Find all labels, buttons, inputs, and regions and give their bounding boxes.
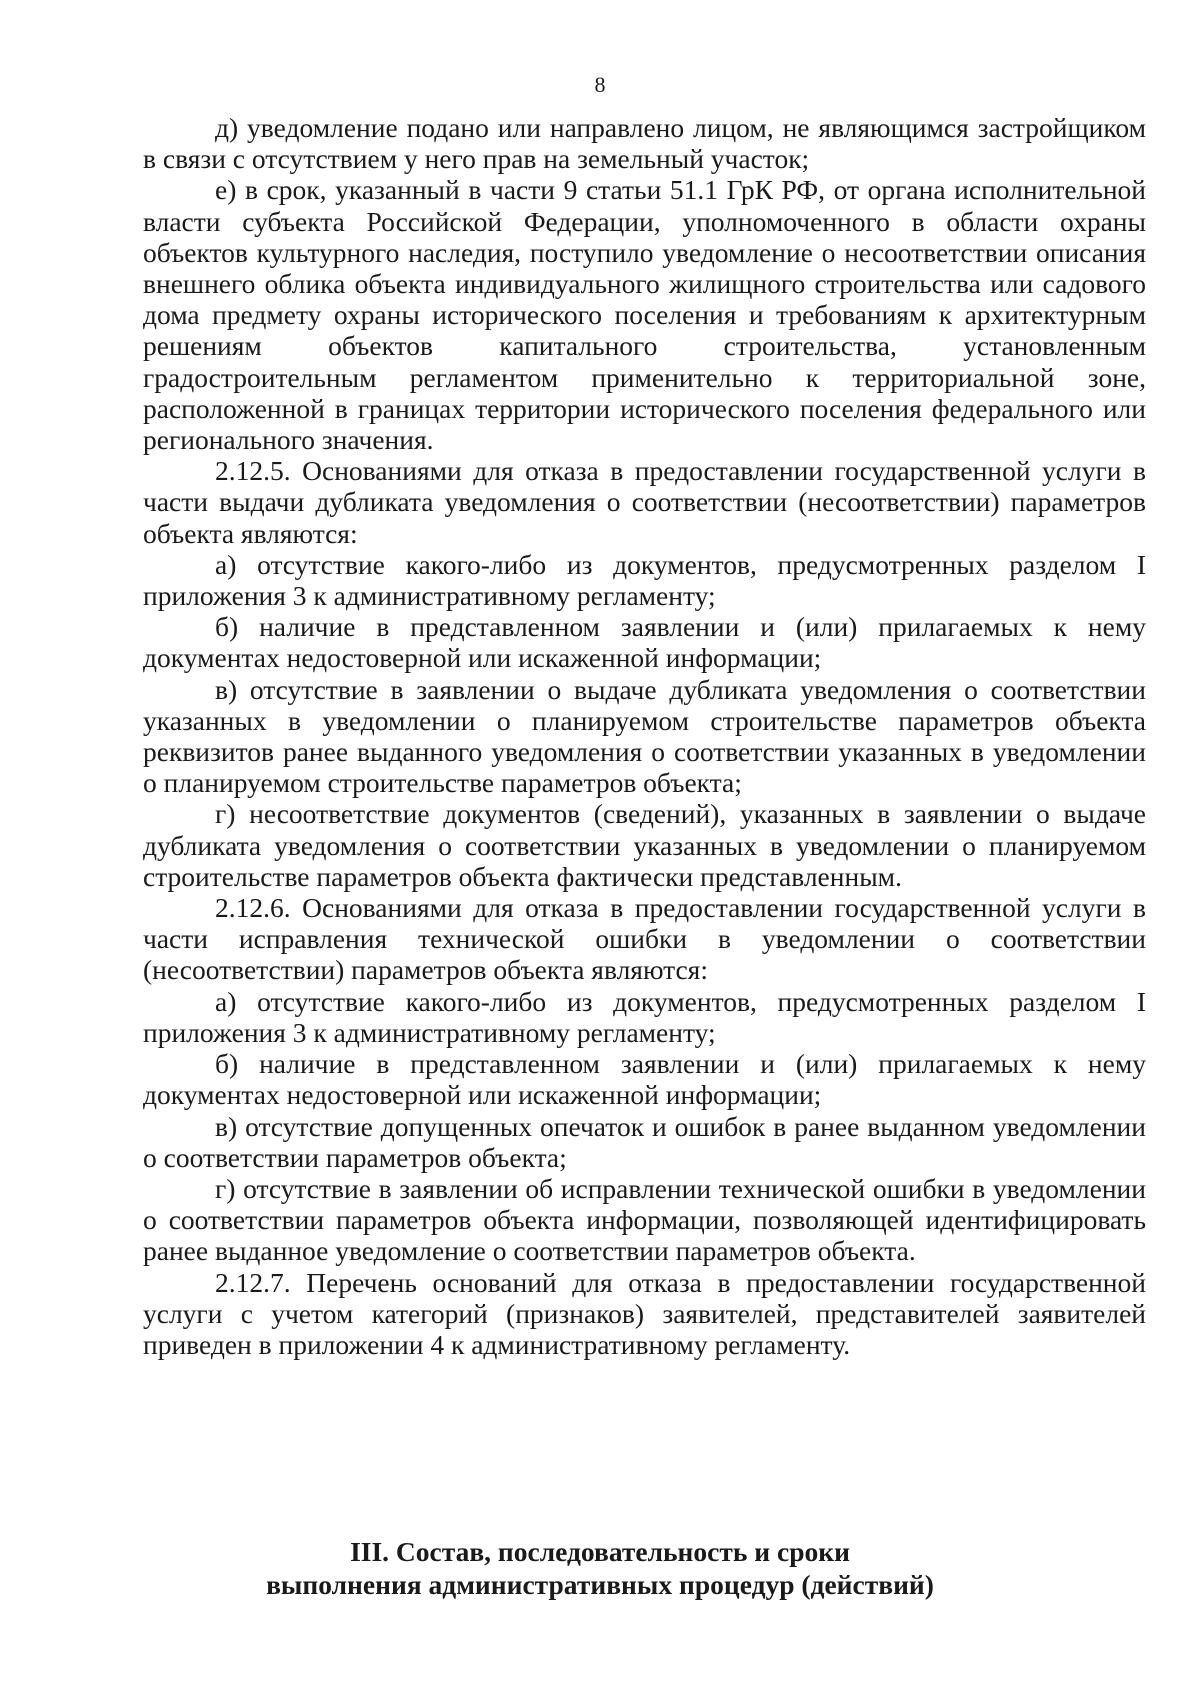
paragraph-2-12-7: 2.12.7. Перечень оснований для отказа в предоставлении государственной услуги с учетом категорий (признаков) заявителей, представителей заявителей приведен в приложении 4 к административному регламенту. (143, 1266, 1146, 1360)
paragraph-e-cultural-heritage-notice: е) в срок, указанный в части 9 статьи 51.1 ГрК РФ, от органа исполнительной власти субъекта Российской Федерации, уполномоченного в области охраны объектов культурного наследия, поступило уведомление о несоответствии описания внешнего облика объекта индивидуального жилищного строительства или садового дома предмету охраны исторического поселения и требованиям к архитектурным решениям объектов капитального строительства, установленным градостроительным регламентом применительно к территориальной зоне, расположенной в границах территории исторического поселения федерального или регионального значения. (143, 174, 1146, 456)
page-number: 8 (594, 72, 606, 97)
body-text (143, 112, 1146, 1360)
paragraph-2-12-6-b: б) наличие в представленном заявлении и (или) прилагаемых к нему документах недостоверной или искаженной информации; (143, 1048, 1146, 1111)
paragraph-2-12-5-a: а) отсутствие какого-либо из документов, предусмотренных разделом I приложения 3 к административному регламенту; (143, 548, 1146, 612)
paragraph-2-12-6-v: в) отсутствие допущенных опечаток и ошибок в ранее выданном уведомлении о соответствии параметров объекта; (143, 1110, 1146, 1173)
paragraph-2-12-6: 2.12.6. Основаниями для отказа в предоставлении государственной услуги в части исправления технической ошибки в уведомлении о соответствии (несоответствии) параметров объекта являются: (143, 892, 1146, 986)
section-heading-line-1: III. Состав, последовательность и сроки (350, 1536, 850, 1567)
section-heading (0, 1535, 1200, 1601)
paragraph-2-12-5-g: г) несоответствие документов (сведений), указанных в заявлении о выдаче дубликата уведомления о соответствии указанных в уведомлении о планируемом строительстве параметров объекта фактически представленным. (143, 798, 1146, 892)
paragraph-2-12-6-g: г) отсутствие в заявлении об исправлении технической ошибки в уведомлении о соответствии параметров объекта информации, позволяющей идентифицировать ранее выданное уведомление о соответствии параметров объекта. (143, 1172, 1146, 1267)
paragraph-2-12-5: 2.12.5. Основаниями для отказа в предоставлении государственной услуги в части выдачи дубликата уведомления о соответствии (несоответствии) параметров объекта являются: (143, 455, 1146, 549)
paragraph-2-12-5-v: в) отсутствие в заявлении о выдаче дубликата уведомления о соответствии указанных в уведомлении о планируемом строительстве параметров объекта реквизитов ранее выданного уведомления о соответствии указанных в уведомлении о планируемом строительстве параметров объекта; (143, 673, 1146, 799)
paragraph-d-notice-filed-by-non-developer: д) уведомление подано или направлено лицом, не являющимся застройщиком в связи с отсутствием у него прав на земельный участок; (143, 112, 1146, 175)
paragraph-2-12-5-b: б) наличие в представленном заявлении и (или) прилагаемых к нему документах недостоверной или искаженной информации; (143, 611, 1146, 674)
section-heading-line-2: выполнения административных процедур (действий) (266, 1569, 934, 1600)
paragraph-2-12-6-a: а) отсутствие какого-либо из документов, предусмотренных разделом I приложения 3 к административному регламенту; (143, 985, 1146, 1048)
